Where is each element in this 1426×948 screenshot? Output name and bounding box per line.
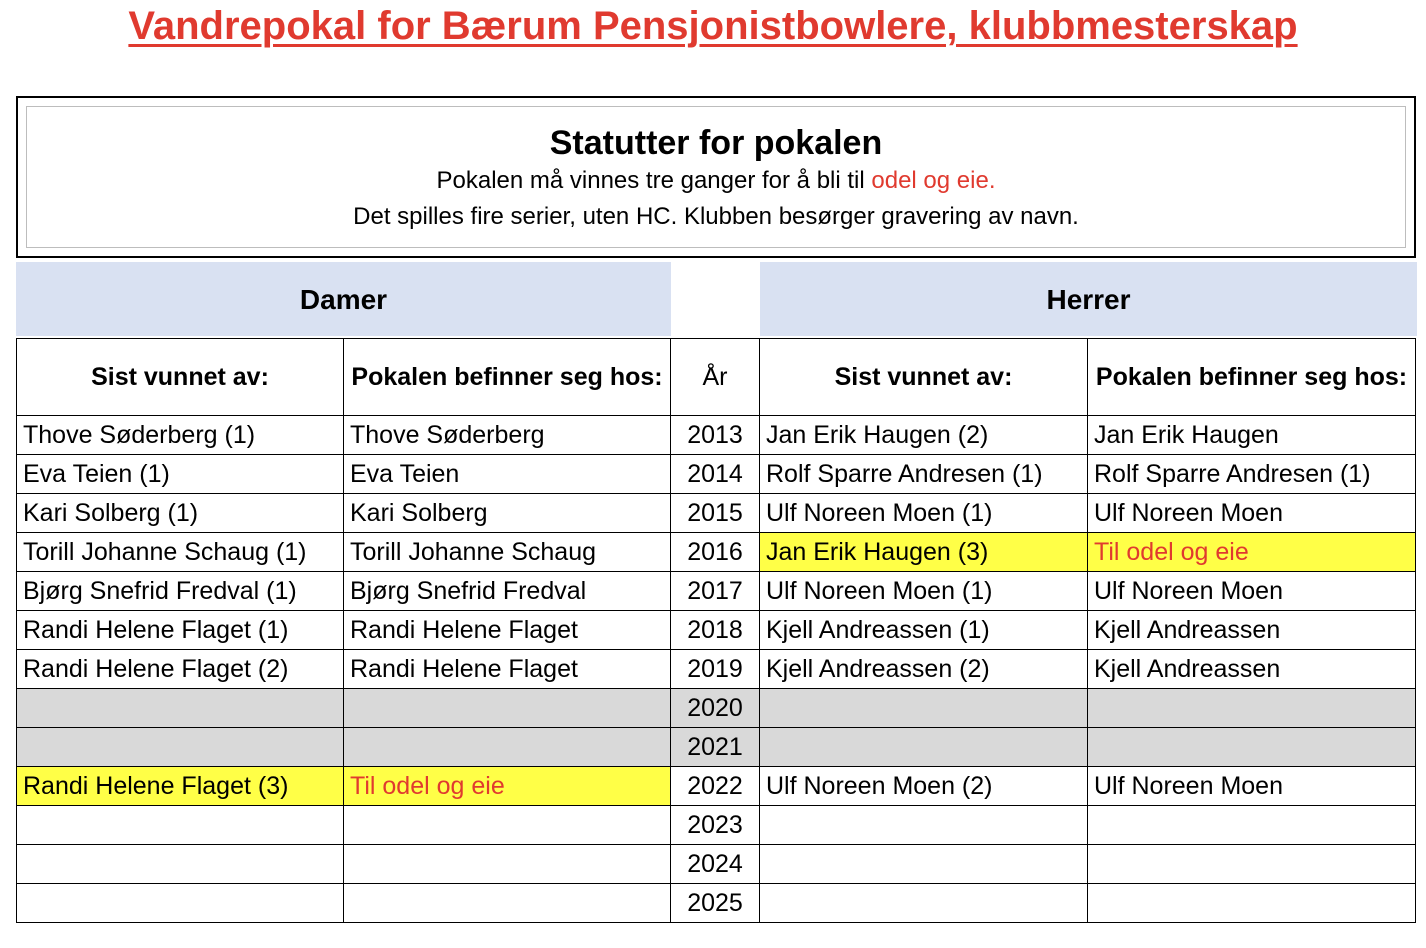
women-holder-cell: Torill Johanne Schaug <box>344 533 671 572</box>
year-cell: 2013 <box>671 416 760 455</box>
women-group-header: Damer <box>16 262 671 336</box>
statutes-inner-frame <box>26 106 1406 248</box>
men-winner-cell: Ulf Noreen Moen (1) <box>760 572 1088 611</box>
year-cell: 2016 <box>671 533 760 572</box>
women-winner-cell <box>17 728 344 767</box>
statutes-rule-1 <box>27 163 1405 199</box>
table-row <box>17 689 1416 728</box>
women-winner-cell <box>17 884 344 923</box>
table-row <box>17 494 1416 533</box>
women-holder-cell: Bjørg Snefrid Fredval <box>344 572 671 611</box>
year-header: År <box>671 339 760 416</box>
statutes-rule-1-highlight: odel og eie. <box>871 167 996 194</box>
women-holder-cell <box>344 689 671 728</box>
men-holder-cell <box>1088 845 1416 884</box>
men-winner-cell <box>760 806 1088 845</box>
men-winner-cell: Jan Erik Haugen (3) <box>760 533 1088 572</box>
women-winner-cell: Thove Søderberg (1) <box>17 416 344 455</box>
table-row <box>17 767 1416 806</box>
men-holder-cell: Ulf Noreen Moen <box>1088 767 1416 806</box>
women-winner-cell <box>17 806 344 845</box>
women-holder-cell <box>344 806 671 845</box>
women-holder-cell: Randi Helene Flaget <box>344 611 671 650</box>
women-winner-cell: Torill Johanne Schaug (1) <box>17 533 344 572</box>
men-winner-cell <box>760 845 1088 884</box>
table-row <box>17 416 1416 455</box>
women-winner-cell: Kari Solberg (1) <box>17 494 344 533</box>
table-row <box>17 455 1416 494</box>
year-cell: 2025 <box>671 884 760 923</box>
results-table <box>16 338 1416 923</box>
women-holder-cell <box>344 884 671 923</box>
men-winner-cell: Kjell Andreassen (1) <box>760 611 1088 650</box>
men-holder-cell <box>1088 689 1416 728</box>
women-holder-cell: Randi Helene Flaget <box>344 650 671 689</box>
statutes-rule-2: Det spilles fire serier, uten HC. Klubben besørger gravering av navn. <box>353 203 1079 230</box>
year-cell: 2018 <box>671 611 760 650</box>
year-cell: 2014 <box>671 455 760 494</box>
men-winner-cell <box>760 689 1088 728</box>
women-winner-cell: Randi Helene Flaget (1) <box>17 611 344 650</box>
table-row <box>17 533 1416 572</box>
women-holder-cell: Kari Solberg <box>344 494 671 533</box>
women-winner-cell: Randi Helene Flaget (3) <box>17 767 344 806</box>
table-row <box>17 611 1416 650</box>
statutes-box <box>16 96 1416 258</box>
women-winner-cell <box>17 689 344 728</box>
women-holder-cell: Eva Teien <box>344 455 671 494</box>
year-cell: 2024 <box>671 845 760 884</box>
men-winner-cell: Ulf Noreen Moen (1) <box>760 494 1088 533</box>
table-row <box>17 845 1416 884</box>
men-winner-cell: Rolf Sparre Andresen (1) <box>760 455 1088 494</box>
women-holder-cell: Thove Søderberg <box>344 416 671 455</box>
statutes-heading: Statutter for pokalen <box>549 124 883 162</box>
table-row <box>17 884 1416 923</box>
men-winner-cell <box>760 884 1088 923</box>
year-cell: 2021 <box>671 728 760 767</box>
men-winner-cell <box>760 728 1088 767</box>
men-winner-cell: Ulf Noreen Moen (2) <box>760 767 1088 806</box>
year-cell: 2019 <box>671 650 760 689</box>
men-holder-cell: Kjell Andreassen <box>1088 650 1416 689</box>
men-holder-header: Pokalen befinner seg hos: <box>1088 339 1416 416</box>
women-holder-header: Pokalen befinner seg hos: <box>344 339 671 416</box>
women-holder-cell <box>344 845 671 884</box>
women-winner-cell: Eva Teien (1) <box>17 455 344 494</box>
women-winner-cell: Bjørg Snefrid Fredval (1) <box>17 572 344 611</box>
women-holder-cell: Til odel og eie <box>344 767 671 806</box>
men-holder-cell <box>1088 806 1416 845</box>
men-holder-cell: Kjell Andreassen <box>1088 611 1416 650</box>
men-holder-cell: Til odel og eie <box>1088 533 1416 572</box>
year-cell: 2022 <box>671 767 760 806</box>
women-holder-cell <box>344 728 671 767</box>
men-holder-cell: Jan Erik Haugen <box>1088 416 1416 455</box>
column-header-row <box>17 339 1416 416</box>
year-cell: 2015 <box>671 494 760 533</box>
men-winner-cell: Kjell Andreassen (2) <box>760 650 1088 689</box>
page-title: Vandrepokal for Bærum Pensjonistbowlere, klubbmesterskap <box>128 4 1298 48</box>
men-group-header: Herrer <box>760 262 1417 336</box>
table-row <box>17 650 1416 689</box>
table-row <box>17 728 1416 767</box>
men-holder-cell: Ulf Noreen Moen <box>1088 572 1416 611</box>
year-cell: 2020 <box>671 689 760 728</box>
year-cell: 2017 <box>671 572 760 611</box>
year-cell: 2023 <box>671 806 760 845</box>
women-winner-header: Sist vunnet av: <box>17 339 344 416</box>
women-winner-cell <box>17 845 344 884</box>
men-winner-header: Sist vunnet av: <box>760 339 1088 416</box>
table-row <box>17 806 1416 845</box>
women-winner-cell: Randi Helene Flaget (2) <box>17 650 344 689</box>
men-holder-cell <box>1088 884 1416 923</box>
statutes-rule-1-text: Pokalen må vinnes tre ganger for å bli til <box>436 167 872 194</box>
men-holder-cell <box>1088 728 1416 767</box>
men-holder-cell: Ulf Noreen Moen <box>1088 494 1416 533</box>
men-winner-cell: Jan Erik Haugen (2) <box>760 416 1088 455</box>
table-row <box>17 572 1416 611</box>
men-holder-cell: Rolf Sparre Andresen (1) <box>1088 455 1416 494</box>
